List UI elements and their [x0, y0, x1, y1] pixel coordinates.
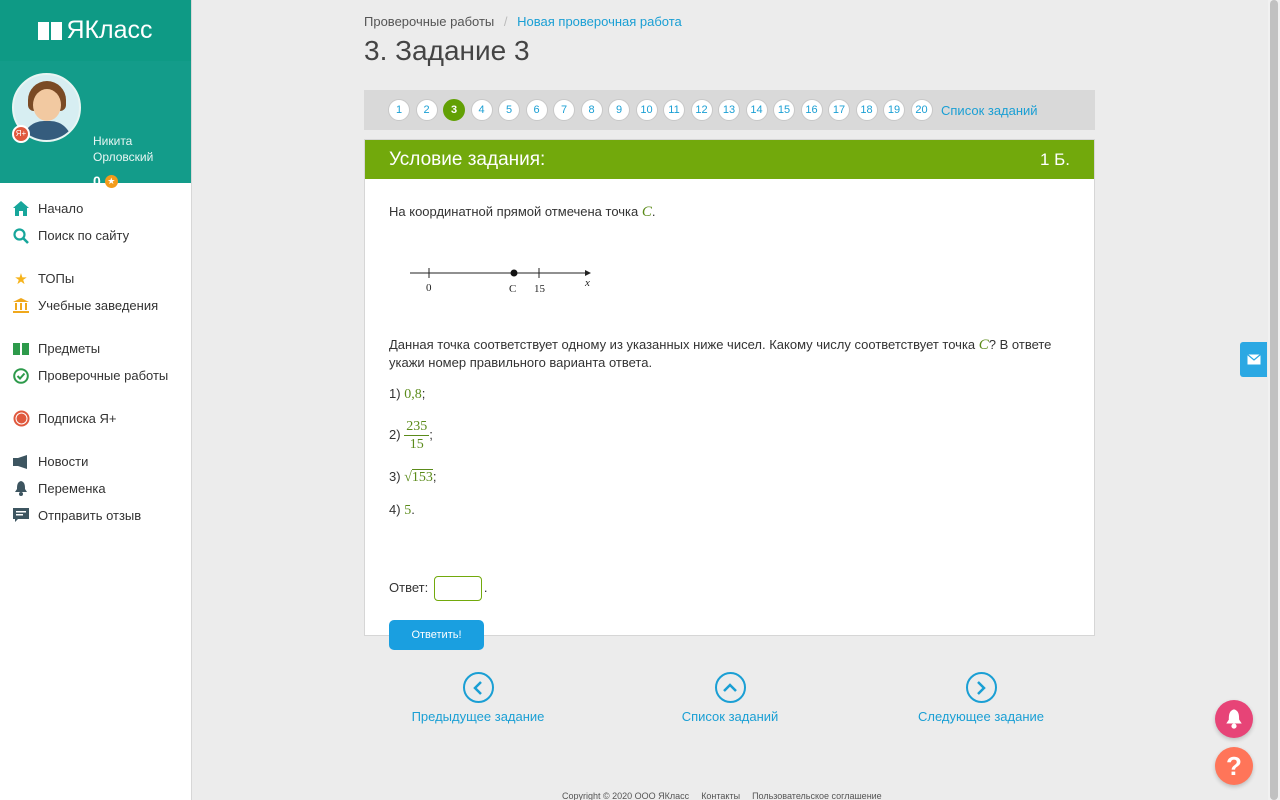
task-number-button[interactable]: 10	[636, 99, 658, 121]
answer-label: Ответ:	[389, 579, 429, 595]
task-number-button[interactable]: 13	[718, 99, 740, 121]
task-number-button[interactable]: 20	[911, 99, 933, 121]
answer-row: Ответ: .	[389, 576, 487, 601]
task-number-button[interactable]: 9	[608, 99, 630, 121]
option-value: 153	[411, 470, 433, 485]
chat-icon	[12, 507, 30, 525]
task-card	[364, 139, 1095, 641]
number-line-figure	[409, 267, 599, 307]
ya-plus-badge: Я+	[12, 125, 30, 143]
sidebar-item-label: Поиск по сайту	[38, 228, 130, 243]
sidebar-item-label: Предметы	[38, 341, 101, 356]
footer-agreement-link[interactable]: Пользовательское соглашение	[752, 791, 882, 800]
scrollbar-thumb[interactable]	[1270, 0, 1278, 800]
option-value: 5	[404, 503, 412, 518]
breadcrumb	[364, 14, 682, 29]
fraction	[404, 418, 429, 453]
point-name: C	[641, 204, 652, 220]
footer-contacts-link[interactable]: Контакты	[701, 791, 741, 800]
task-number-button[interactable]: 2	[416, 99, 438, 121]
sidebar-item-news[interactable]	[0, 448, 192, 475]
sidebar	[0, 0, 192, 800]
task-list-label: Список заданий	[681, 709, 779, 724]
breadcrumb-separator: /	[503, 14, 508, 29]
my-profile-label: Мой профиль	[108, 200, 184, 212]
envelope-icon	[1247, 354, 1261, 365]
sidebar-item-subscription[interactable]	[0, 405, 192, 432]
footer	[562, 791, 882, 800]
feedback-mail-button[interactable]	[1240, 342, 1267, 377]
task-number-button[interactable]: 8	[581, 99, 603, 121]
ya-plus-icon	[12, 410, 30, 428]
logo[interactable]	[0, 0, 191, 61]
score-value: 0	[93, 173, 101, 189]
task-number-button[interactable]: 18	[856, 99, 878, 121]
submit-button[interactable]: Ответить!	[389, 620, 484, 650]
task-number-button[interactable]: 14	[746, 99, 768, 121]
sidebar-item-tops[interactable]	[0, 265, 192, 292]
question-text-a: Данная точка соответствует одному из указанных ниже чисел. Какому числу соответствует точка	[389, 337, 976, 352]
axis-label-fifteen: 15	[534, 283, 545, 295]
scrollbar[interactable]	[1268, 0, 1280, 800]
task-number-button[interactable]: 16	[801, 99, 823, 121]
sidebar-item-search[interactable]	[0, 222, 192, 249]
sidebar-item-schools[interactable]	[0, 292, 192, 319]
sqrt-sign-icon: √	[404, 470, 412, 485]
task-number-button[interactable]: 6	[526, 99, 548, 121]
sidebar-item-label: Отправить отзыв	[38, 508, 142, 523]
task-points: 1 Б.	[1039, 149, 1070, 169]
fraction-denominator: 15	[409, 437, 424, 452]
sidebar-item-label: ТОПы	[38, 271, 75, 286]
star-coin-icon: ★	[105, 175, 118, 188]
option-number: 3)	[389, 469, 401, 484]
task-number-button[interactable]: 4	[471, 99, 493, 121]
task-list-link[interactable]: Список заданий	[941, 102, 1038, 118]
books-icon	[12, 340, 30, 358]
star-icon: ★	[14, 270, 28, 288]
option-2: 2) $\frac{235}{15}$ ;	[389, 419, 433, 452]
megaphone-icon	[12, 453, 30, 471]
option-number: 4)	[389, 502, 401, 517]
axis-label-x: x	[585, 277, 590, 289]
task-question	[389, 336, 1069, 371]
chevron-up-icon	[715, 672, 746, 703]
question-text-b: ? В ответе	[988, 337, 1052, 352]
task-number-button[interactable]: 1	[388, 99, 410, 121]
footer-copyright: Copyright © 2020 ООО ЯКласс	[562, 791, 690, 800]
task-number-button[interactable]: 5	[498, 99, 520, 121]
sidebar-item-break[interactable]	[0, 475, 192, 502]
option-3: 3) √153;	[389, 469, 437, 485]
check-circle-icon	[12, 367, 30, 385]
question-text-c: укажи номер правильного варианта ответа.	[389, 355, 653, 370]
axis-label-zero: 0	[426, 282, 432, 294]
task-number-button[interactable]: 19	[883, 99, 905, 121]
score	[93, 173, 118, 189]
task-number-button[interactable]: 11	[663, 99, 685, 121]
book-icon	[38, 22, 62, 40]
task-number-button[interactable]: 7	[553, 99, 575, 121]
option-value: 0,8	[404, 387, 422, 402]
search-icon	[12, 227, 30, 245]
next-task-button[interactable]	[901, 672, 1061, 724]
sidebar-item-subjects[interactable]	[0, 335, 192, 362]
option-4: 4) 5.	[389, 502, 415, 518]
sidebar-item-label: Подписка Я+	[38, 411, 117, 426]
answer-input[interactable]	[434, 576, 482, 601]
point-name-inline: C	[978, 337, 989, 353]
page-title: 3. Задание 3	[364, 35, 530, 66]
help-button[interactable]	[1215, 747, 1253, 785]
next-task-label: Следующее задание	[917, 709, 1045, 724]
sidebar-item-tests[interactable]	[0, 362, 192, 389]
user-last-name: Орловский	[93, 150, 154, 164]
bell-icon	[1225, 709, 1243, 729]
task-condition-heading: Условие задания:	[389, 148, 546, 170]
task-number-button[interactable]: 15	[773, 99, 795, 121]
home-icon	[12, 200, 30, 218]
task-number-button[interactable]: 3	[443, 99, 465, 121]
sidebar-item-label: Проверочные работы	[38, 368, 169, 383]
sidebar-nav	[0, 195, 192, 529]
task-card-header	[365, 140, 1094, 179]
intro-text: На координатной прямой отмечена точка	[389, 204, 639, 219]
sidebar-item-label: Начало	[38, 201, 84, 216]
notifications-button[interactable]	[1215, 700, 1253, 738]
breadcrumb-current-link[interactable]: Новая проверочная работа	[517, 14, 682, 29]
option-1: 1) 0,8;	[389, 386, 426, 402]
prev-task-label: Предыдущее задание	[411, 709, 545, 724]
user-first-name: Никита	[93, 134, 133, 148]
sidebar-item-home[interactable]	[0, 195, 192, 222]
option-number: 1)	[389, 386, 401, 401]
chevron-right-icon	[966, 672, 997, 703]
breadcrumb-parent-link[interactable]: Проверочные работы	[364, 14, 495, 29]
task-list-button[interactable]	[650, 672, 810, 724]
sidebar-item-feedback[interactable]	[0, 502, 192, 529]
chevron-left-icon	[463, 672, 494, 703]
logo-text: ЯКласс	[66, 16, 153, 44]
axis-label-point: C	[509, 283, 517, 295]
user-name	[93, 133, 153, 165]
fraction-numerator: 235	[406, 419, 428, 434]
option-number: 2)	[389, 426, 401, 442]
task-number-button[interactable]: 12	[691, 99, 713, 121]
sidebar-item-label: Переменка	[38, 481, 106, 496]
bell-icon	[12, 480, 30, 498]
prev-task-button[interactable]	[398, 672, 558, 724]
building-icon	[12, 297, 30, 315]
task-pagination	[364, 90, 1095, 130]
sidebar-item-label: Новости	[38, 454, 89, 469]
task-number-button[interactable]: 17	[828, 99, 850, 121]
sidebar-item-label: Учебные заведения	[38, 298, 159, 313]
question-mark-icon: ?	[1226, 750, 1242, 781]
task-intro: На координатной прямой отмечена точка C.	[389, 204, 656, 220]
logout-label: Выйти	[108, 218, 145, 230]
